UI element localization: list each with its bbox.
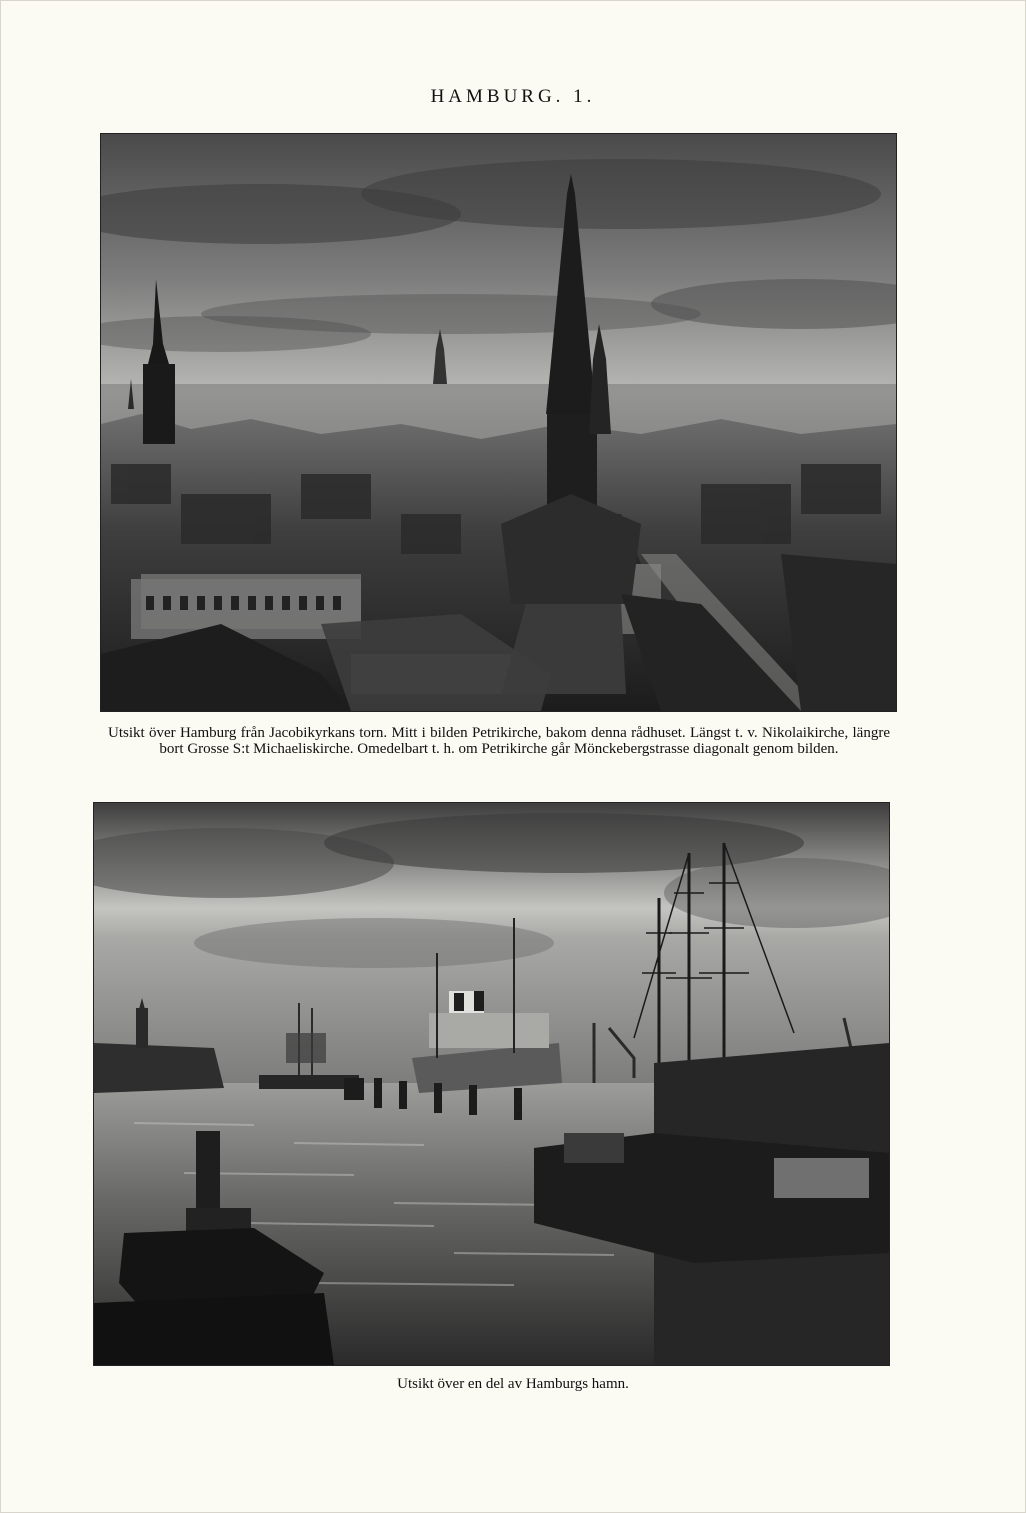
photo-harbour xyxy=(94,803,889,1365)
harbour-image xyxy=(94,803,889,1365)
caption-harbour: Utsikt över en del av Hamburgs hamn. xyxy=(397,1376,629,1392)
city-panorama-image xyxy=(101,134,896,711)
caption-city-panorama: Utsikt över Hamburg från Jacobikyrkans torn. Mitt i bilden Petrikirche, bakom denna rådhuset. Längst t. v. Nikolaikirche, längre bort Grosse S:t Michaeliskirche. Omedelbart t. h. om Petrikirche går Mönckebergstrasse diagonalt genom bilden. xyxy=(108,725,890,757)
page-title: HAMBURG. 1. xyxy=(430,86,596,107)
photo-city-panorama xyxy=(101,134,896,711)
